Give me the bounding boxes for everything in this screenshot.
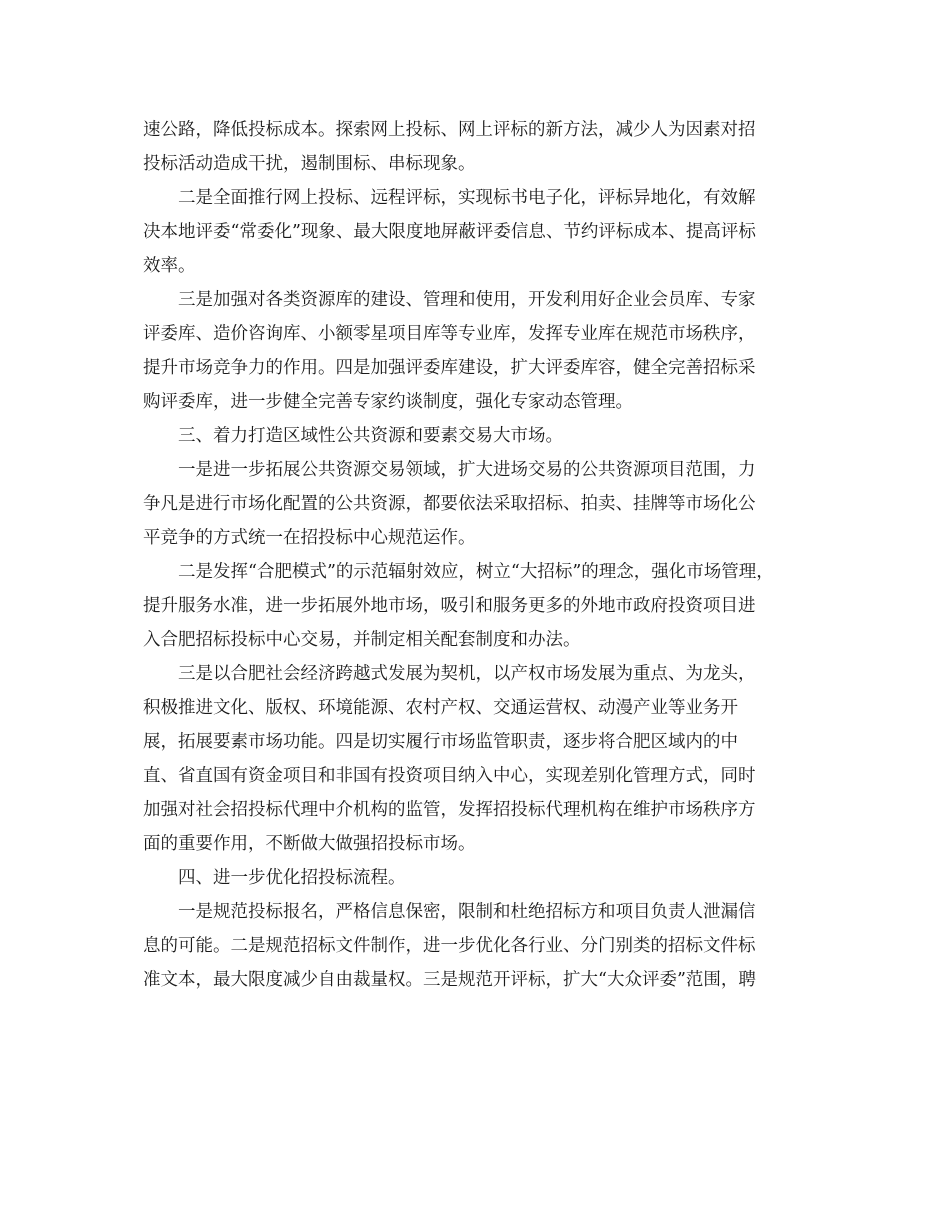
text-line: 三是加强对各类资源库的建设、管理和使用，开发利用好企业会员库、专家	[178, 290, 756, 310]
text-line: 评委库、造价咨询库、小额零星项目库等专业库，发挥专业库在规范市场秩序，	[143, 324, 756, 344]
section-heading: 四、进一步优化招投标流程。	[178, 868, 406, 888]
text-line: 决本地评委“常委化”现象、最大限度地屏蔽评委信息、节约评标成本、提高评标	[143, 222, 756, 242]
text-line: 准文本，最大限度减少自由裁量权。三是规范开评标，扩大“大众评委”范围，聘	[143, 970, 756, 990]
text-line: 争凡是进行市场化配置的公共资源，都要依法采取招标、拍卖、挂牌等市场化公	[143, 494, 756, 514]
text-line: 速公路，降低投标成本。探索网上投标、网上评标的新方法，减少人为因素对招	[143, 120, 756, 140]
text-line: 入合肥招标投标中心交易，并制定相关配套制度和办法。	[143, 630, 581, 650]
text-line: 投标活动造成干扰，遏制围标、串标现象。	[143, 154, 476, 174]
text-line: 一是规范投标报名，严格信息保密，限制和杜绝招标方和项目负责人泄漏信	[178, 902, 756, 922]
text-line: 一是进一步拓展公共资源交易领域，扩大进场交易的公共资源项目范围，力	[178, 460, 756, 480]
text-line: 二是全面推行网上投标、远程评标，实现标书电子化，评标异地化，有效解	[178, 188, 756, 208]
text-line: 加强对社会招投标代理中介机构的监管，发挥招投标代理机构在维护市场秩序方	[143, 800, 756, 820]
text-line: 面的重要作用，不断做大做强招投标市场。	[143, 834, 476, 854]
text-line: 提升服务水准，进一步拓展外地市场，吸引和服务更多的外地市政府投资项目进	[143, 596, 756, 616]
text-line: 息的可能。二是规范招标文件制作，进一步优化各行业、分门别类的招标文件标	[143, 936, 756, 956]
text-line: 购评委库，进一步健全完善专家约谈制度，强化专家动态管理。	[143, 392, 633, 412]
body-text	[143, 113, 803, 997]
section-heading: 三、着力打造区域性公共资源和要素交易大市场。	[178, 426, 563, 446]
text-line: 三是以合肥社会经济跨越式发展为契机，以产权市场发展为重点、为龙头，	[178, 664, 756, 684]
text-line: 积极推进文化、版权、环境能源、农村产权、交通运营权、动漫产业等业务开	[143, 698, 738, 718]
text-line: 平竞争的方式统一在招投标中心规范运作。	[143, 528, 476, 548]
text-line: 二是发挥“合肥模式”的示范辐射效应，树立“大招标”的理念，强化市场管理，	[178, 562, 774, 582]
text-line: 展，拓展要素市场功能。四是切实履行市场监管职责，逐步将合肥区域内的中	[143, 732, 738, 752]
text-line: 提升市场竞争力的作用。四是加强评委库建设，扩大评委库容，健全完善招标采	[143, 358, 756, 378]
text-line: 效率。	[143, 256, 196, 276]
text-line: 直、省直国有资金项目和非国有投资项目纳入中心，实现差别化管理方式，同时	[143, 766, 756, 786]
